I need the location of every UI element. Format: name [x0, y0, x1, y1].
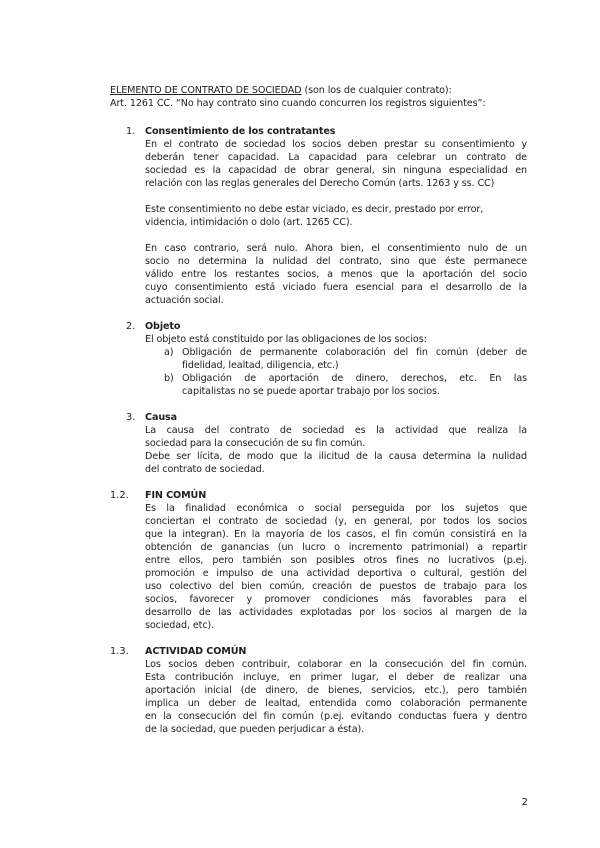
- intro-title: [110, 84, 452, 97]
- section12-heading: FIN COMÚN: [145, 490, 207, 501]
- item1-number: 1.: [126, 126, 136, 137]
- item1-p3-line: cuyo consentimiento está viciado fuera esencial para el desarrollo de la: [145, 282, 527, 293]
- item2-sub-b-line: capitalistas no se puede aportar trabajo por los socios.: [182, 386, 440, 397]
- item3-heading: Causa: [145, 412, 178, 423]
- section12-number: 1.2.: [110, 490, 129, 501]
- section12-line: sociedad, etc).: [145, 620, 215, 631]
- item3-number: 3.: [126, 412, 136, 423]
- item1-p3-line: actuación social.: [145, 295, 224, 306]
- intro-title-underlined: ELEMENTO DE CONTRATO DE SOCIEDAD: [110, 85, 302, 96]
- intro-article: Art. 1261 CC. “No hay contrato sino cuando concurren los registros siguientes”:: [110, 98, 486, 109]
- item1-p3-line: válido entre los restantes socios, a menos que la aportación del socio: [145, 269, 527, 280]
- section12-line: Es la finalidad económica o social perseguida por los sujetos que: [145, 503, 527, 514]
- item3-line: sociedad para la consecución de su fin común.: [145, 438, 366, 449]
- section13-line: aportación inicial (de dinero, de bienes, servicios, etc.), pero también: [145, 685, 527, 696]
- section13-heading: ACTIVIDAD COMÚN: [145, 646, 247, 657]
- item1-p1-line: En el contrato de sociedad los socios deben prestar su consentimiento y: [145, 139, 527, 150]
- section12-line: entre ellos, pero también son posibles otros fines no lucrativos (p.ej.: [145, 555, 527, 566]
- section13-line: de la sociedad, que pueden perjudicar a ésta).: [145, 724, 365, 735]
- section12-line: promoción e impulso de una actividad deportiva o cultural, gestión del: [145, 568, 527, 579]
- item3-line: La causa del contrato de sociedad es la actividad que realiza la: [145, 425, 527, 436]
- section12-line: uso colectivo del bien común, creación de puestos de trabajo para los: [145, 581, 527, 592]
- item2-sub-a-line: fidelidad, lealtad, diligencia, etc.): [182, 360, 339, 371]
- section12-line: conciertan el contrato de sociedad (y, en general, por todos los socios: [145, 516, 527, 527]
- section13-line: implica un deber de lealtad, entendida como colaboración permanente: [145, 698, 527, 709]
- section12-line: socios, favorecer y promover condiciones más favorables para el: [145, 594, 527, 605]
- item1-p1-line: relación con las reglas generales del Derecho Común (arts. 1263 y ss. CC): [145, 178, 495, 189]
- page-number: 2: [521, 797, 528, 808]
- item1-p3-line: En caso contrario, será nulo. Ahora bien, el consentimiento nulo de un: [145, 243, 527, 254]
- intro-title-rest: (son los de cualquier contrato):: [301, 85, 452, 96]
- item2-sub-a-letter: a): [164, 347, 174, 358]
- item1-p2-line: Este consentimiento no debe estar viciado, es decir, prestado por error,: [145, 204, 484, 215]
- item1-p1-line: sociedad es la capacidad de obrar general, sin ninguna especialidad en: [145, 165, 527, 176]
- item1-p3-line: socio no determina la nulidad del contrato, sino que éste permanece: [145, 256, 527, 267]
- section12-line: que la integran). En la mayoría de los casos, el fin común consistirá en la: [145, 529, 527, 540]
- item2-sub-a-line: Obligación de permanente colaboración del fin común (deber de: [182, 347, 527, 358]
- item2-intro: El objeto está constituido por las obligaciones de los socios:: [145, 334, 427, 345]
- item2-sub-b-letter: b): [164, 373, 174, 384]
- section12-line: obtención de ganancias (un lucro o incremento patrimonial) a repartir: [145, 542, 527, 553]
- section13-line: Esta contribución incluye, en primer lugar, el deber de realizar una: [145, 672, 527, 683]
- item1-p2-line: videncia, intimidación o dolo (art. 1265 CC).: [145, 217, 353, 228]
- item1-p1-line: deberán tener capacidad. La capacidad para celebrar un contrato de: [145, 152, 527, 163]
- section13-line: en la consecución del fin común (p.ej. evitando conductas fuera y dentro: [145, 711, 527, 722]
- item3-line: del contrato de sociedad.: [145, 464, 265, 475]
- section13-line: Los socios deben contribuir, colaborar en la consecución del fin común.: [145, 659, 527, 670]
- section12-line: desarrollo de las actividades explotadas por los socios al margen de la: [145, 607, 527, 618]
- section13-number: 1.3.: [110, 646, 129, 657]
- item2-number: 2.: [126, 321, 136, 332]
- item1-heading: Consentimiento de los contratantes: [145, 126, 336, 137]
- item3-line: Debe ser lícita, de modo que la ilicitud de la causa determina la nulidad: [145, 451, 527, 462]
- item2-heading: Objeto: [145, 321, 181, 332]
- item2-sub-b-line: Obligación de aportación de dinero, derechos, etc. En las: [182, 373, 527, 384]
